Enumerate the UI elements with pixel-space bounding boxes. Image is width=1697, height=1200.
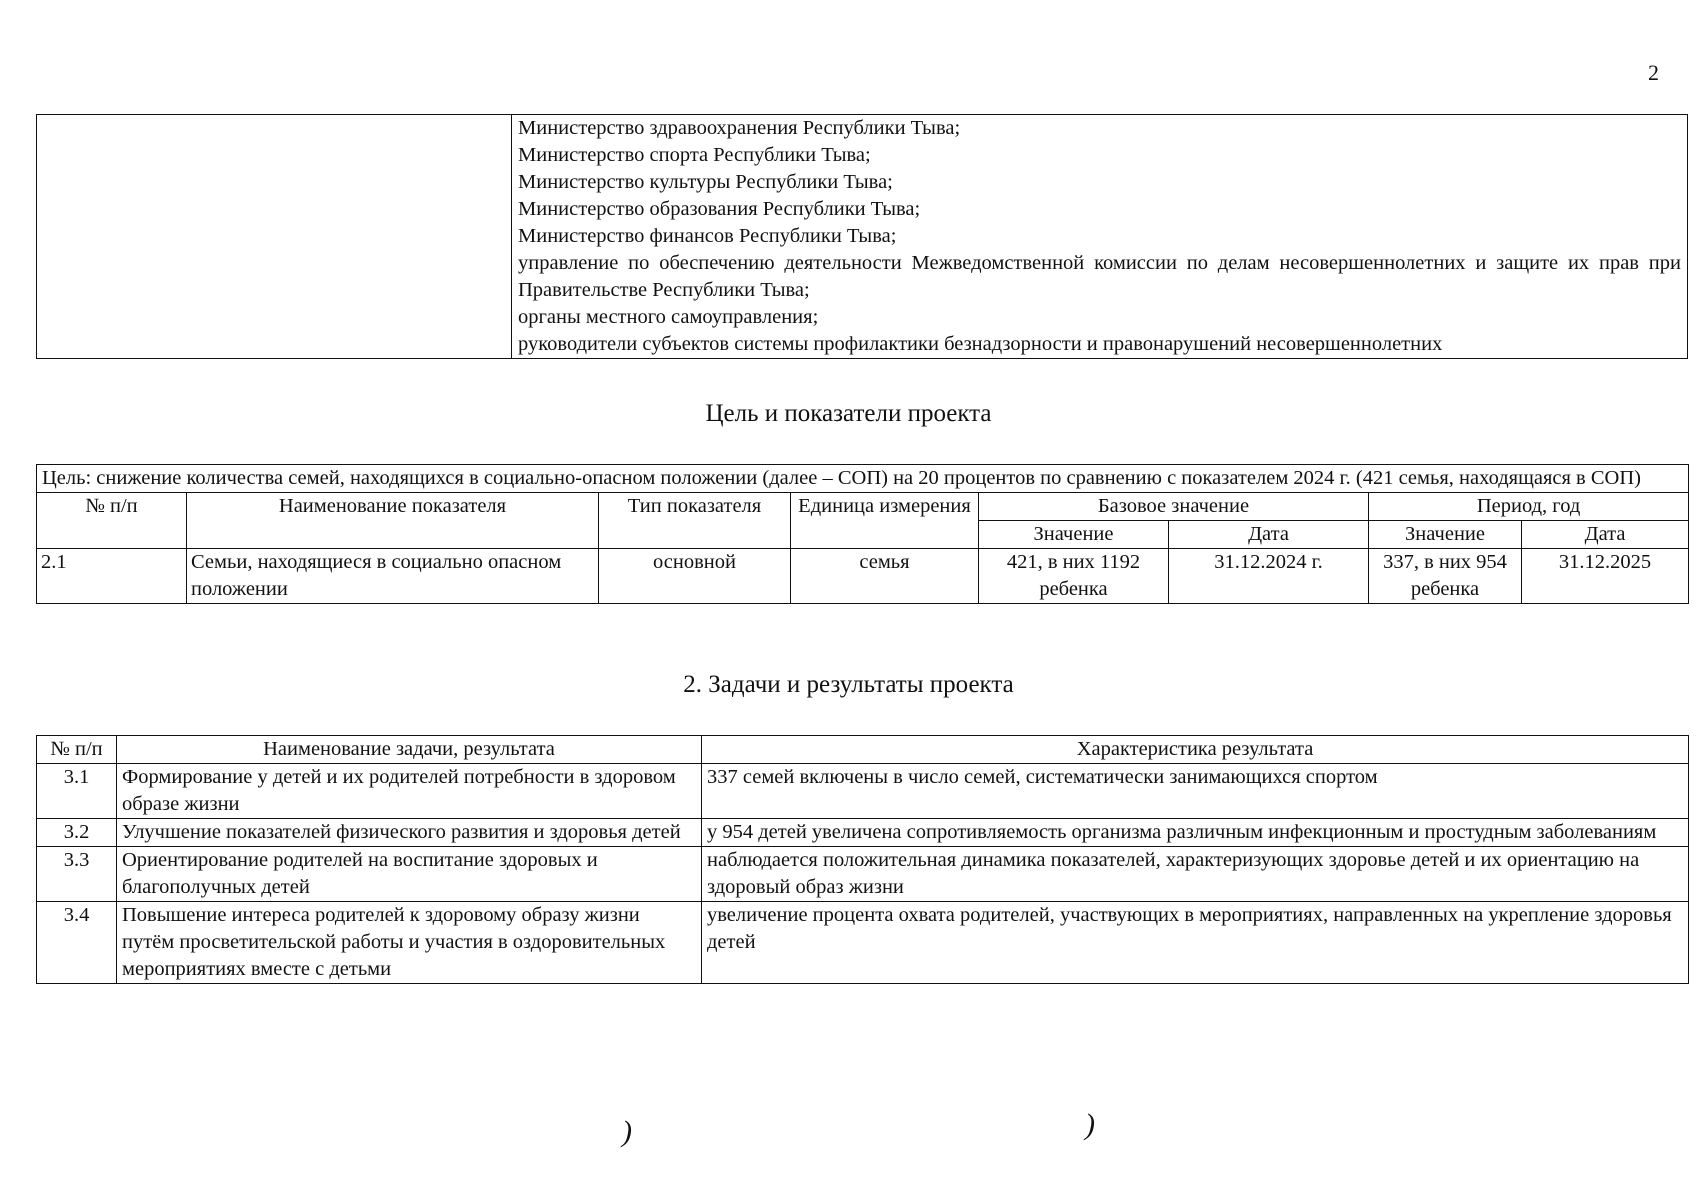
row-indicator-type: основной	[599, 549, 791, 604]
header-result: Характеристика результата	[702, 736, 1689, 764]
footer-mark-right: )	[1085, 1108, 1095, 1141]
participant-item: руководители субъектов системы профилактики безнадзорности и правонарушений несовершеннолетних	[518, 333, 1443, 355]
row-base-value: 421, в них 1192 ребенка	[979, 549, 1169, 604]
tasks-table	[36, 735, 1689, 984]
task-num: 3.1	[37, 764, 117, 819]
row-period-value: 337, в них 954 ребенка	[1369, 549, 1522, 604]
header-period-value: Значение	[1369, 521, 1522, 549]
task-name: Улучшение показателей физического развития и здоровья детей	[117, 819, 702, 847]
section-title-tasks: 2. Задачи и результаты проекта	[683, 671, 1014, 698]
task-name: Ориентирование родителей на воспитание здоровых и благополучных детей	[117, 847, 702, 902]
task-name: Формирование у детей и их родителей потребности в здоровом образе жизни	[117, 764, 702, 819]
table-row	[37, 902, 1689, 984]
page-number: 2	[1648, 60, 1659, 85]
header-base-value-date: Дата	[1169, 521, 1369, 549]
table-row	[37, 819, 1689, 847]
task-num: 3.4	[37, 902, 117, 984]
header-num: № п/п	[37, 493, 187, 549]
header-period: Период, год	[1369, 493, 1689, 521]
participant-item: Министерство спорта Республики Тыва;	[518, 144, 871, 166]
participants-list	[512, 115, 1688, 359]
row-base-date: 31.12.2024 г.	[1169, 549, 1369, 604]
row-indicator-name: Семьи, находящиеся в социально опасном положении	[187, 549, 599, 604]
task-name: Повышение интереса родителей к здоровому образу жизни путём просветительской работы и участия в оздоровительных мероприятиях вместе с детьми	[117, 902, 702, 984]
header-base-value: Базовое значение	[979, 493, 1369, 521]
header-task-name: Наименование задачи, результата	[117, 736, 702, 764]
task-num: 3.2	[37, 819, 117, 847]
participant-item: Министерство образования Республики Тыва;	[518, 198, 921, 220]
table-row	[37, 847, 1689, 902]
header-num: № п/п	[37, 736, 117, 764]
participant-item: Министерство культуры Республики Тыва;	[518, 171, 893, 193]
footer-mark-left: )	[622, 1115, 632, 1148]
header-base-value-value: Значение	[979, 521, 1169, 549]
header-period-date: Дата	[1522, 521, 1689, 549]
participant-item: Министерство здравоохранения Республики Тыва;	[518, 117, 961, 139]
header-indicator-type: Тип показателя	[599, 493, 791, 549]
goal-text: Цель: снижение количества семей, находящихся в социально-опасном положении (далее – СОП) на 20 процентов по сравнению с показателем 2024 г. (421 семья, находящаяся в СОП)	[37, 465, 1689, 493]
table-row	[37, 549, 1689, 604]
section-title-goals: Цель и показатели проекта	[705, 400, 992, 427]
row-unit: семья	[791, 549, 979, 604]
task-result: у 954 детей увеличена сопротивляемость организма различным инфекционным и простудным заболеваниям	[702, 819, 1689, 847]
participants-label-cell	[37, 115, 512, 359]
participant-item: Министерство финансов Республики Тыва;	[518, 225, 897, 247]
header-indicator-name: Наименование показателя	[187, 493, 599, 549]
task-result: увеличение процента охвата родителей, участвующих в мероприятиях, направленных на укрепление здоровья детей	[702, 902, 1689, 984]
task-num: 3.3	[37, 847, 117, 902]
row-num: 2.1	[37, 549, 187, 604]
indicators-table	[36, 464, 1689, 604]
participant-item: управление по обеспечению деятельности Межведомственной комиссии по делам несовершеннолетних и защите их прав при Правительстве Республики Тыва;	[518, 252, 1681, 301]
task-result: наблюдается положительная динамика показателей, характеризующих здоровье детей и их ориентацию на здоровый образ жизни	[702, 847, 1689, 902]
participants-table	[36, 114, 1688, 359]
table-row	[37, 764, 1689, 819]
participant-item: органы местного самоуправления;	[518, 306, 819, 328]
task-result: 337 семей включены в число семей, систематически занимающихся спортом	[702, 764, 1689, 819]
row-period-date: 31.12.2025	[1522, 549, 1689, 604]
header-unit: Единица измерения	[791, 493, 979, 549]
